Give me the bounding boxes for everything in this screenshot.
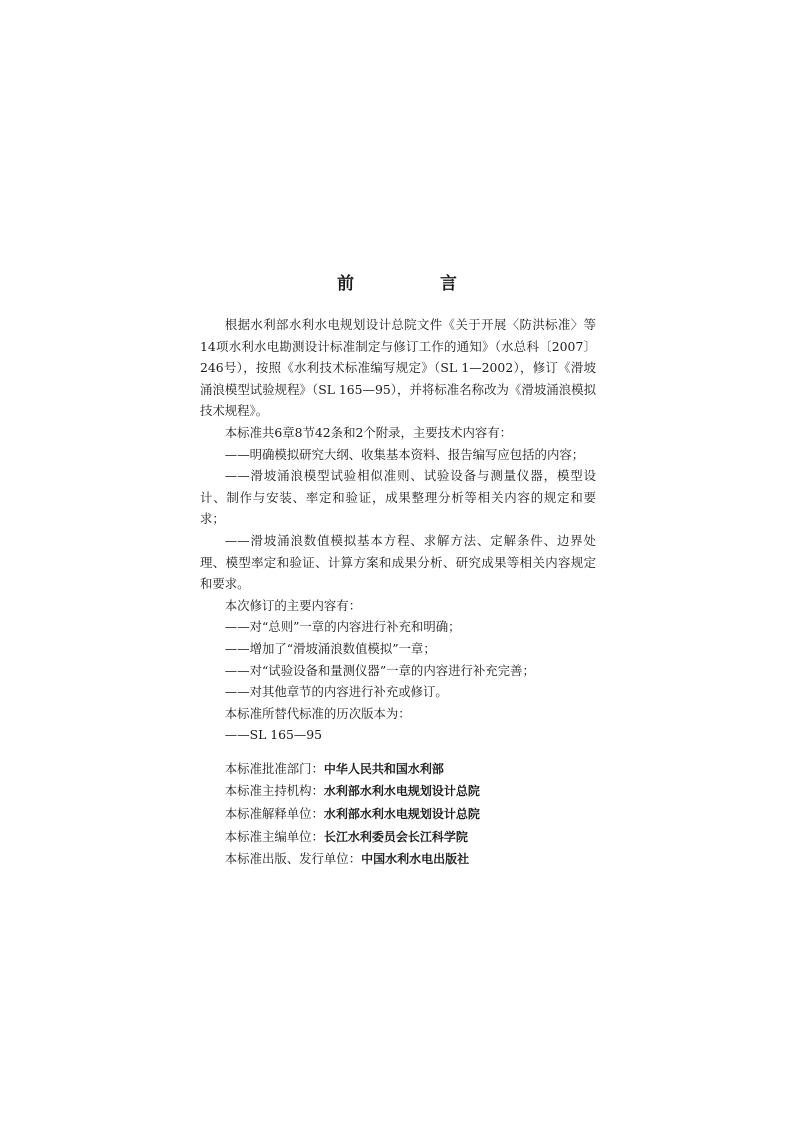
content-item-2: ——滑坡涌浪模型试验相似准则、试验设备与测量仪器，模型设计、制作与安装、率定和验证，成果整理分析等相关内容的规定和要求； xyxy=(200,468,596,527)
info-label: 本标准解释单位： xyxy=(224,806,324,822)
content-item-1: ——明确模拟研究大纲、收集基本资料、报告编写应包括的内容； xyxy=(224,446,585,462)
revision-item-3: ——对“试验设备和量测仪器”一章的内容进行补充完善； xyxy=(224,662,535,678)
section-gap xyxy=(200,746,596,758)
info-row-editor xyxy=(200,826,596,849)
intro-paragraph-1: 根据水利部水利水电规划设计总院文件《关于开展〈防洪标准〉等14项水利水电勘测设计标准制定与修订工作的通知》（水总科〔2007〕246号），按照《水利技术标准编写规定》（SL 1—2002），修订《滑坡涌浪模型试验规程》（SL 165—95），并将标准名称改为《滑坡涌浪模拟技术规程》。 xyxy=(200,317,596,419)
info-value: 长江水利委员会长江科学院 xyxy=(323,829,468,844)
revision-item-2: ——增加了“滑坡涌浪数值模拟”一章； xyxy=(224,640,436,656)
info-value: 中华人民共和国水利部 xyxy=(323,761,444,776)
info-row-publisher xyxy=(200,848,596,871)
info-label: 本标准出版、发行单位： xyxy=(224,851,362,867)
history-item-1: ——SL 165—95 xyxy=(224,727,323,743)
revision-item-4: ——对其他章节的内容进行补充或修订。 xyxy=(224,684,448,700)
revision-heading: 本次修订的主要内容有： xyxy=(224,597,362,613)
revision-item-1: ——对“总则”一章的内容进行补充和明确； xyxy=(224,619,461,635)
foreword-body xyxy=(200,314,596,871)
info-row-approval xyxy=(200,758,596,781)
info-value: 水利部水利水电规划设计总院 xyxy=(323,784,480,799)
content-item-3: ——滑坡涌浪数值模拟基本方程、求解方法、定解条件、边界处理、模型率定和验证、计算方案和成果分析、研究成果等相关内容规定和要求。 xyxy=(200,532,596,592)
info-row-interpretation xyxy=(200,803,596,826)
info-value: 中国水利水电出版社 xyxy=(361,852,470,867)
intro-paragraph-2: 本标准共6章8节42条和2个附录，主要技术内容有： xyxy=(224,424,513,440)
history-heading: 本标准所替代标准的历次版本为： xyxy=(224,705,411,721)
info-value: 水利部水利水电规划设计总院 xyxy=(323,807,480,822)
page-title: 前 言 xyxy=(337,274,497,294)
info-label: 本标准主持机构： xyxy=(224,783,324,799)
info-row-host xyxy=(200,780,596,803)
info-label: 本标准主编单位： xyxy=(224,828,324,844)
info-label: 本标准批准部门： xyxy=(224,760,324,776)
